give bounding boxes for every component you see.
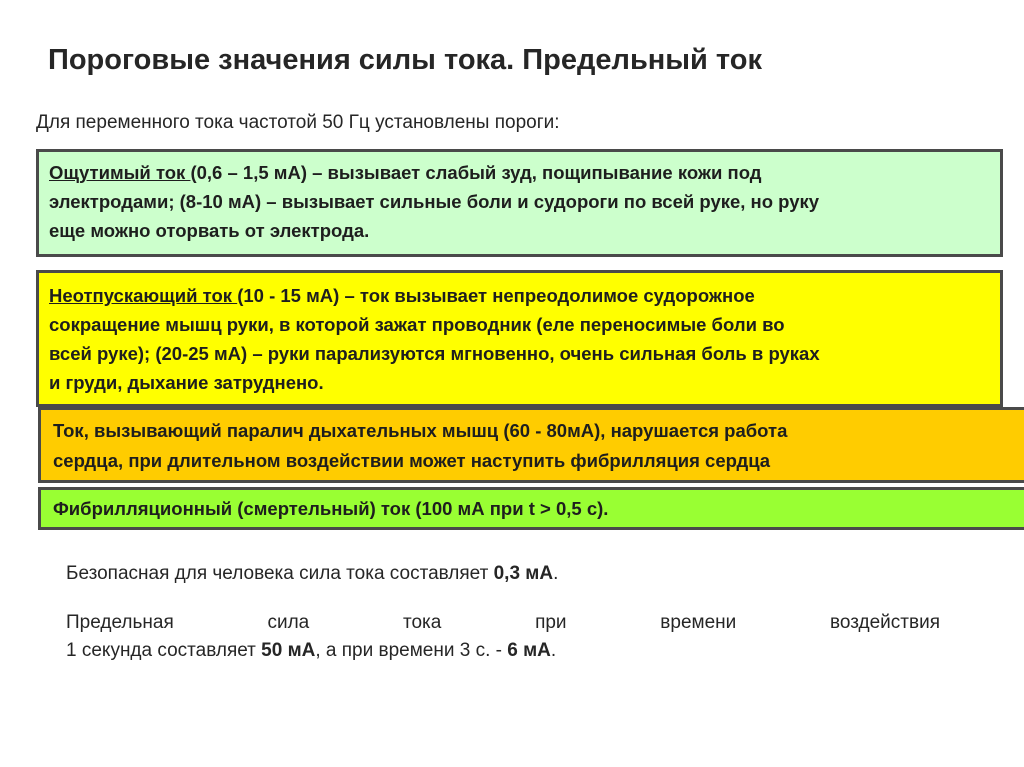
safe-current-label: Безопасная для человека сила тока составляет <box>66 563 494 584</box>
limit-line-2-end: . <box>550 640 557 661</box>
page-title: Пороговые значения силы тока. Предельный ток <box>48 44 762 76</box>
perceptible-line-2: электродами; (8-10 мА) – вызывает сильные боли и судороги по всей руке, но руку <box>49 191 820 212</box>
non-releasing-line-4: и груди, дыхание затруднено. <box>49 372 324 393</box>
limit-line-2-b: , а при времени 3 с. - <box>315 640 508 661</box>
non-releasing-current-box <box>36 270 1003 407</box>
perceptible-line-3: еще можно оторвать от электрода. <box>49 220 370 241</box>
limit-word: сила <box>267 612 310 633</box>
perceptible-current-box <box>36 149 1003 257</box>
limit-current-text <box>66 609 940 665</box>
paralysis-line-2: сердца, при длительном воздействии может наступить фибрилляция сердца <box>53 450 771 471</box>
limit-word: времени <box>660 612 737 633</box>
intro-text: Для переменного тока частотой 50 Гц установлены пороги: <box>36 112 560 133</box>
limit-value-3s: 6 мА <box>507 640 551 661</box>
paralysis-line-1: Ток, вызывающий паралич дыхательных мышц (60 - 80мА), нарушается работа <box>53 420 788 441</box>
non-releasing-line-2: сокращение мышц руки, в которой зажат проводник (еле переносимые боли во <box>49 314 785 335</box>
limit-value-1s: 50 мА <box>261 640 316 661</box>
paralysis-current-box <box>38 407 1024 483</box>
fibrillation-current-box <box>38 487 1024 530</box>
non-releasing-line-3: всей руке); (20-25 мА) – руки парализуются мгновенно, очень сильная боль в руках <box>49 343 820 364</box>
perceptible-line-1 <box>49 158 992 187</box>
limit-word: воздействия <box>829 612 940 633</box>
safe-current-text <box>66 563 558 585</box>
perceptible-line-1-rest: (0,6 – 1,5 мА) – вызывает слабый зуд, пощипывание кожи под <box>190 162 762 183</box>
limit-word: Предельная <box>66 612 174 633</box>
safe-current-end: . <box>553 563 559 584</box>
limit-line-1 <box>66 609 940 637</box>
limit-line-2-a: 1 секунда составляет <box>66 640 262 661</box>
non-releasing-line-1 <box>49 281 992 310</box>
non-releasing-term: Неотпускающий ток <box>49 285 238 306</box>
perceptible-term: Ощутимый ток <box>49 162 191 183</box>
safe-current-value: 0,3 мА <box>493 563 554 584</box>
limit-line-2 <box>66 637 940 665</box>
non-releasing-line-1-rest: (10 - 15 мА) – ток вызывает непреодолимое судорожное <box>237 285 755 306</box>
limit-word: при <box>535 612 567 633</box>
fibrillation-line-1: Фибрилляционный (смертельный) ток (100 мА при t > 0,5 с). <box>53 498 609 519</box>
limit-word: тока <box>402 612 442 633</box>
